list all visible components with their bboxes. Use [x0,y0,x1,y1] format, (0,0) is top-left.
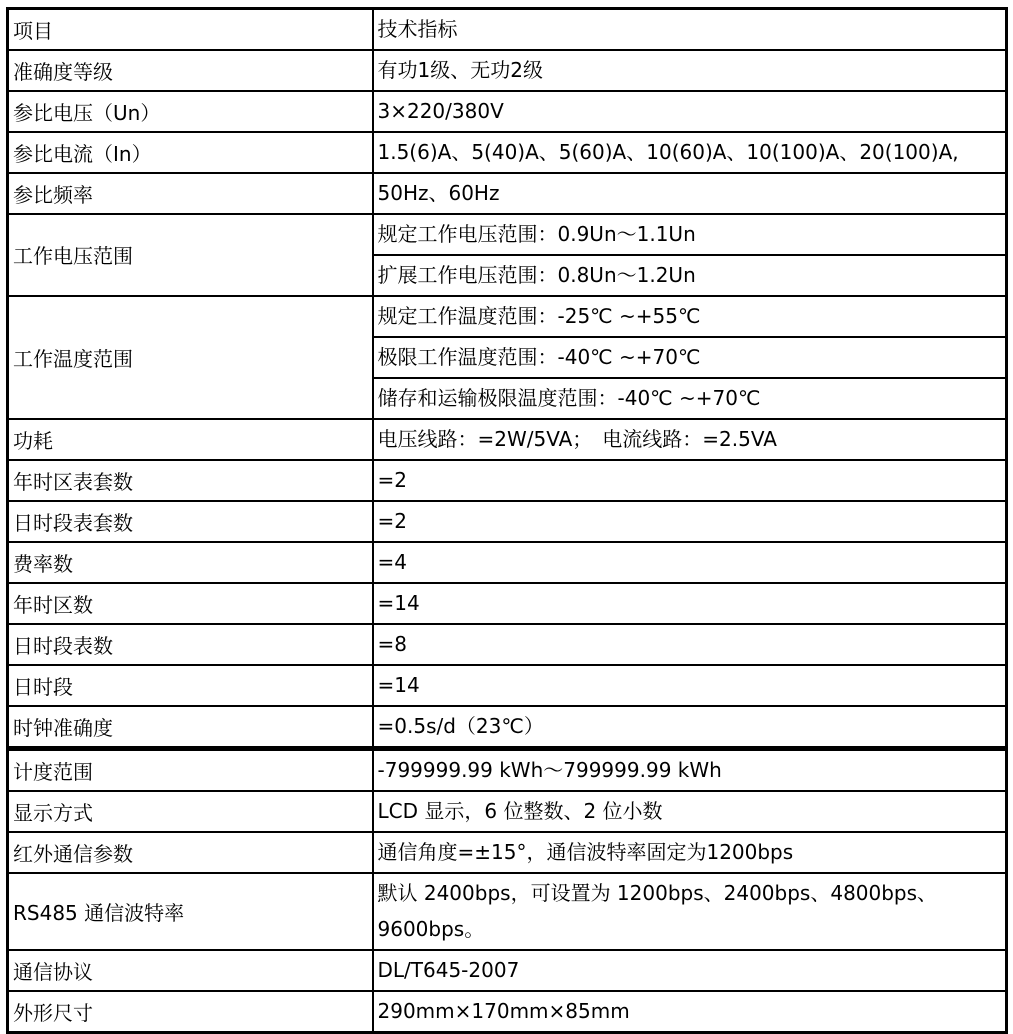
item-cell: 年时区表套数 [8,460,373,501]
value-cell: 扩展工作电压范围：0.8Un～1.2Un [373,255,1007,296]
table-row [8,749,1007,792]
table-row [8,791,1007,832]
table-row [8,542,1007,583]
value-cell: 有功1级、无功2级 [373,50,1007,91]
item-cell: 红外通信参数 [8,832,373,873]
spec-table-body [8,9,1007,1033]
table-row [8,832,1007,873]
table-row [8,9,1007,51]
item-cell: 费率数 [8,542,373,583]
table-row [8,624,1007,665]
value-cell: 通信角度=±15°，通信波特率固定为1200bps [373,832,1007,873]
item-cell: 时钟准确度 [8,706,373,749]
value-cell: 储存和运输极限温度范围：-40℃ ~+70℃ [373,378,1007,419]
value-cell: =8 [373,624,1007,665]
item-cell: 日时段表数 [8,624,373,665]
value-cell: 50Hz、60Hz [373,173,1007,214]
value-cell: =14 [373,665,1007,706]
value-cell: 3×220/380V [373,91,1007,132]
item-cell: 参比电压（Un） [8,91,373,132]
item-cell: 外形尺寸 [8,991,373,1033]
table-row [8,583,1007,624]
table-row [8,296,1007,337]
item-cell: 参比频率 [8,173,373,214]
value-cell: -799999.99 kWh～799999.99 kWh [373,749,1007,792]
table-row [8,214,1007,255]
table-row [8,91,1007,132]
item-cell: 年时区数 [8,583,373,624]
item-cell: 工作温度范围 [8,296,373,419]
value-cell: =2 [373,460,1007,501]
value-cell: 1.5(6)A、5(40)A、5(60)A、10(60)A、10(100)A、20(100)A, [373,132,1007,173]
table-row [8,50,1007,91]
value-cell: DL/T645-2007 [373,950,1007,991]
value-cell: 规定工作电压范围：0.9Un～1.1Un [373,214,1007,255]
table-row [8,991,1007,1033]
item-cell: 显示方式 [8,791,373,832]
item-cell: 通信协议 [8,950,373,991]
table-row [8,501,1007,542]
table-row [8,419,1007,460]
table-row [8,706,1007,749]
value-cell: =2 [373,501,1007,542]
table-row [8,460,1007,501]
value-cell: 规定工作温度范围：-25℃ ~+55℃ [373,296,1007,337]
table-row [8,873,1007,950]
value-cell: =0.5s/d（23℃） [373,706,1007,749]
table-row [8,950,1007,991]
value-cell: =4 [373,542,1007,583]
item-cell: 参比电流（In） [8,132,373,173]
item-cell: 项目 [8,9,373,51]
value-cell: LCD 显示，6 位整数、2 位小数 [373,791,1007,832]
table-row [8,173,1007,214]
item-cell: 计度范围 [8,749,373,792]
value-cell: 技术指标 [373,9,1007,51]
item-cell: 准确度等级 [8,50,373,91]
table-row [8,665,1007,706]
value-cell: 290mm×170mm×85mm [373,991,1007,1033]
table-row [8,132,1007,173]
value-cell: 默认 2400bps，可设置为 1200bps、2400bps、4800bps、 9600bps。 [373,873,1007,950]
item-cell: 日时段表套数 [8,501,373,542]
item-cell: 工作电压范围 [8,214,373,296]
value-cell: =14 [373,583,1007,624]
item-cell: 功耗 [8,419,373,460]
value-cell: 极限工作温度范围：-40℃ ~+70℃ [373,337,1007,378]
item-cell: 日时段 [8,665,373,706]
value-cell: 电压线路：=2W/5VA； 电流线路：=2.5VA [373,419,1007,460]
item-cell: RS485 通信波特率 [8,873,373,950]
spec-table [6,7,1008,1034]
